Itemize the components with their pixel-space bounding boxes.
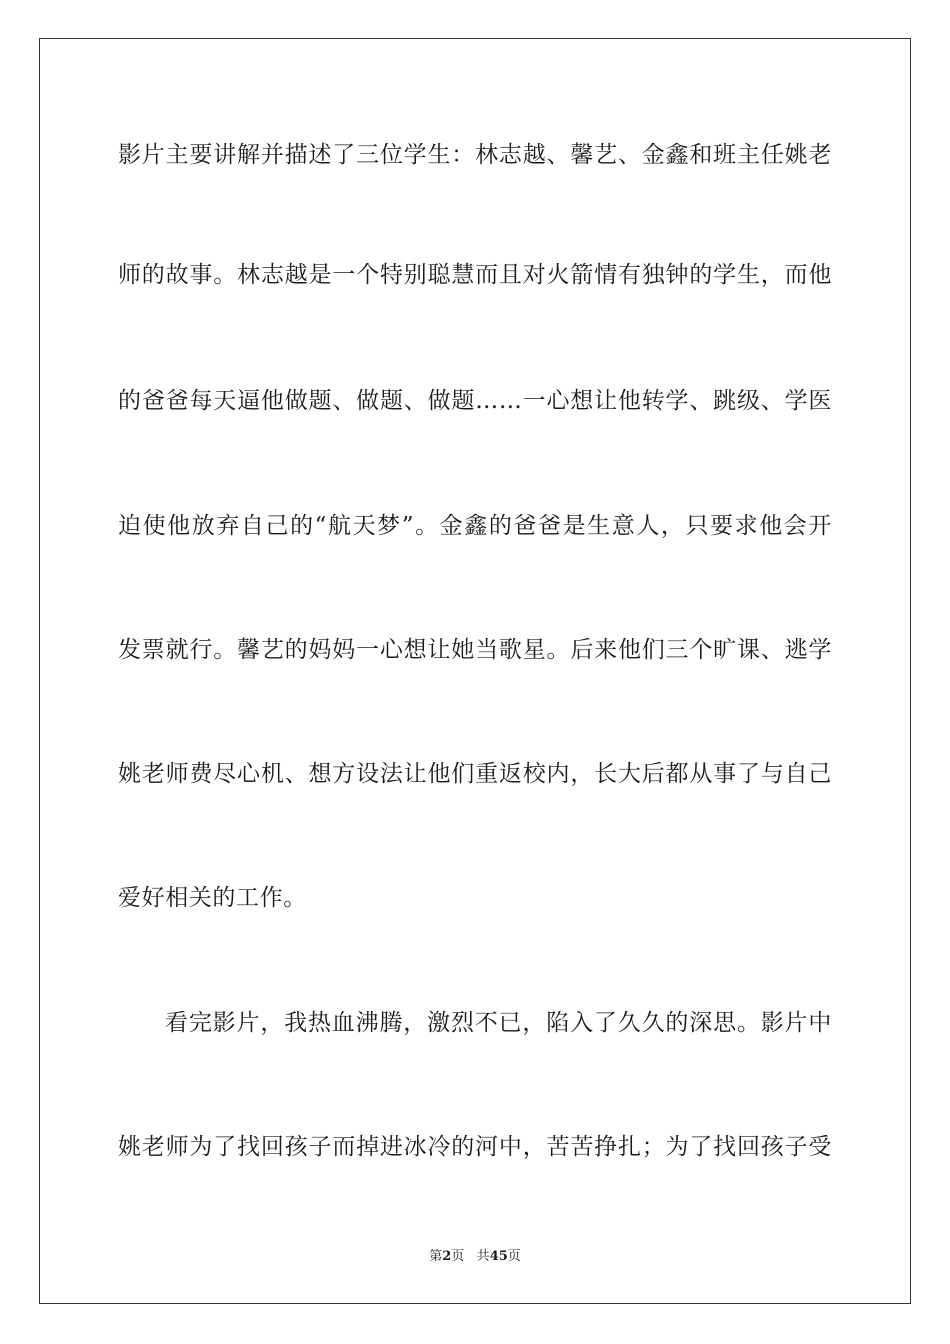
footer-total-prefix: 共 <box>476 1249 490 1264</box>
footer-total-unit: 页 <box>507 1249 521 1264</box>
footer-total-pages: 45 <box>489 1249 508 1264</box>
text-line-9: 姚老师为了找回孩子而掉进冰冷的河中，苦苦挣扎；为了找回孩子受 <box>118 1134 832 1160</box>
text-line-8-paragraph-start: 看完影片，我热血沸腾，激烈不已，陷入了久久的深思。影片中 <box>165 1010 832 1036</box>
page-footer <box>0 1249 950 1265</box>
text-line-3: 的爸爸每天逼他做题、做题、做题……一心想让他转学、跳级、学医 <box>118 388 832 414</box>
footer-page-number: 2 <box>442 1249 452 1264</box>
text-line-1: 影片主要讲解并描述了三位学生：林志越、馨艺、金鑫和班主任姚老 <box>118 142 832 168</box>
text-line-6: 姚老师费尽心机、想方设法让他们重返校内，长大后都从事了与自己 <box>118 761 832 787</box>
text-line-2: 师的故事。林志越是一个特别聪慧而且对火箭情有独钟的学生，而他 <box>118 262 832 288</box>
text-line-5: 发票就行。馨艺的妈妈一心想让她当歌星。后来他们三个旷课、逃学 <box>118 637 832 663</box>
text-line-7: 爱好相关的工作。 <box>118 885 307 911</box>
footer-prefix: 第 <box>429 1249 443 1264</box>
footer-page-unit: 页 <box>451 1249 465 1264</box>
text-line-4: 迫使他放弃自己的“航天梦”。金鑫的爸爸是生意人，只要求他会开 <box>118 513 832 539</box>
page-frame <box>39 38 911 1304</box>
